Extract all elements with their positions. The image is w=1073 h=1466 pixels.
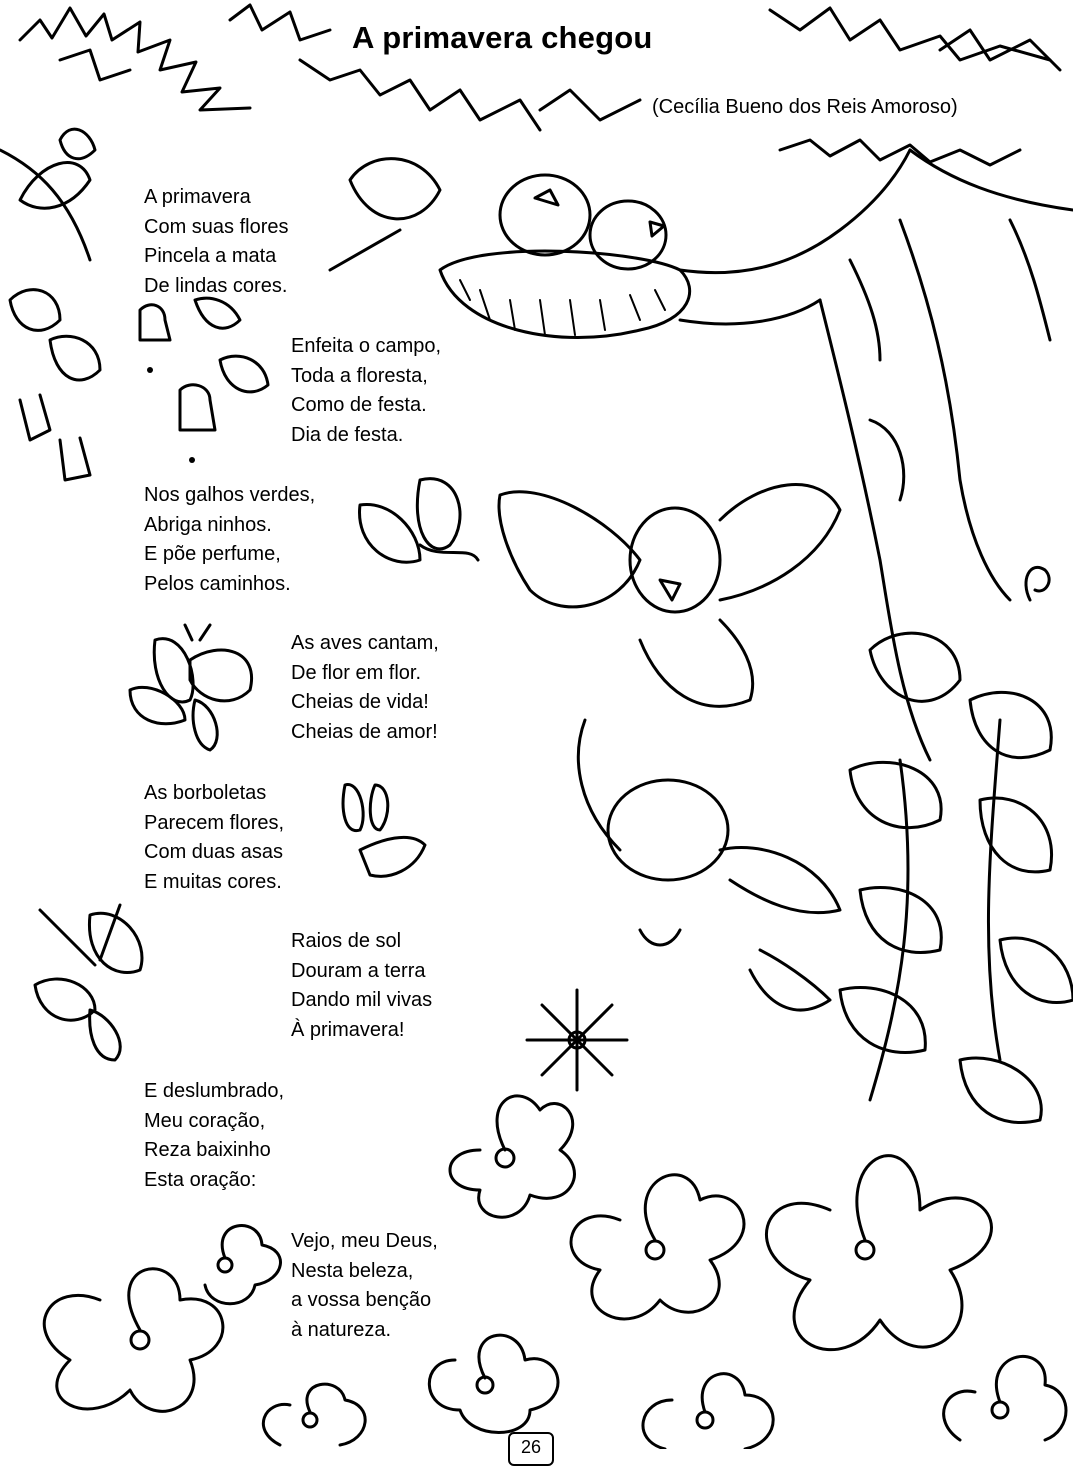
stanza — [144, 183, 289, 302]
poem-line: Com duas asas — [144, 841, 283, 864]
poem-line: Pincela a mata — [144, 245, 277, 268]
poem-line: Cheias de amor! — [291, 721, 438, 744]
poem-line: à natureza. — [291, 1319, 392, 1342]
poem-line: Toda a floresta, — [291, 364, 428, 387]
stanza — [144, 481, 315, 600]
poem-line: À primavera! — [291, 1019, 405, 1042]
flower-icon — [450, 1096, 574, 1217]
poem-line: Nesta beleza, — [291, 1259, 414, 1282]
stanza — [144, 1077, 284, 1196]
poem-line: Enfeita o campo, — [291, 335, 442, 357]
flower-icon — [429, 1335, 558, 1432]
poem-line: Cheias de vida! — [291, 691, 429, 714]
poem-line: A primavera — [144, 186, 251, 208]
poem-line: E deslumbrado, — [144, 1080, 285, 1102]
flower-icon — [44, 1269, 223, 1412]
poem-line: E muitas cores. — [144, 871, 282, 894]
poem-line: Esta oração: — [144, 1169, 257, 1192]
flower-icon — [944, 1356, 1066, 1440]
stanza — [291, 927, 432, 1046]
butterfly-icon — [360, 479, 478, 563]
poem-line: Douram a terra — [291, 959, 426, 982]
flower-icon — [527, 990, 627, 1090]
flower-icon — [205, 1226, 280, 1304]
butterfly-icon — [343, 785, 425, 877]
leaf-icon — [330, 159, 440, 270]
poem-line: As aves cantam, — [291, 632, 439, 654]
butterfly-icon — [130, 625, 252, 750]
poem-line: Com suas flores — [144, 215, 289, 238]
stanza — [291, 1227, 438, 1346]
poem-line: De flor em flor. — [291, 661, 422, 684]
nest-with-chicks-icon — [440, 175, 690, 338]
flower-icon — [643, 1374, 773, 1449]
poem-line: Meu coração, — [144, 1109, 266, 1132]
poem-title: A primavera chegou — [352, 20, 653, 55]
bellflower-icon — [140, 298, 268, 463]
flower-icon — [263, 1384, 365, 1445]
leaf-icon — [840, 633, 1073, 1122]
stanza — [144, 779, 284, 898]
poem-line: Abriga ninhos. — [144, 513, 272, 536]
flower-icon — [571, 1175, 744, 1319]
poem-line: Parecem flores, — [144, 811, 285, 834]
poem-line: Pelos caminhos. — [144, 573, 291, 596]
poem-line: Como de festa. — [291, 394, 427, 417]
poem-line: Nos galhos verdes, — [144, 484, 316, 506]
poem-line: Reza baixinho — [144, 1139, 271, 1162]
poem-line: Dia de festa. — [291, 424, 404, 447]
butterfly-icon — [35, 905, 142, 1060]
bird-flying-icon — [578, 720, 840, 1010]
poem-line: a vossa benção — [291, 1289, 432, 1312]
poem-line: As borboletas — [144, 782, 267, 804]
flower-icon — [766, 1156, 991, 1350]
poem-line: Raios de sol — [291, 930, 402, 952]
poem-author: (Cecília Bueno dos Reis Amoroso) — [652, 96, 958, 118]
poem-line: E põe perfume, — [144, 543, 281, 566]
leafy-branch-icon — [0, 129, 100, 480]
poem-line: Dando mil vivas — [291, 989, 433, 1012]
bird-flying-icon — [499, 485, 840, 707]
page-number: 26 — [508, 1432, 554, 1466]
stanza — [291, 629, 439, 748]
poem-line: De lindas cores. — [144, 275, 288, 298]
stanza — [291, 332, 441, 451]
poem-line: Vejo, meu Deus, — [291, 1230, 438, 1252]
